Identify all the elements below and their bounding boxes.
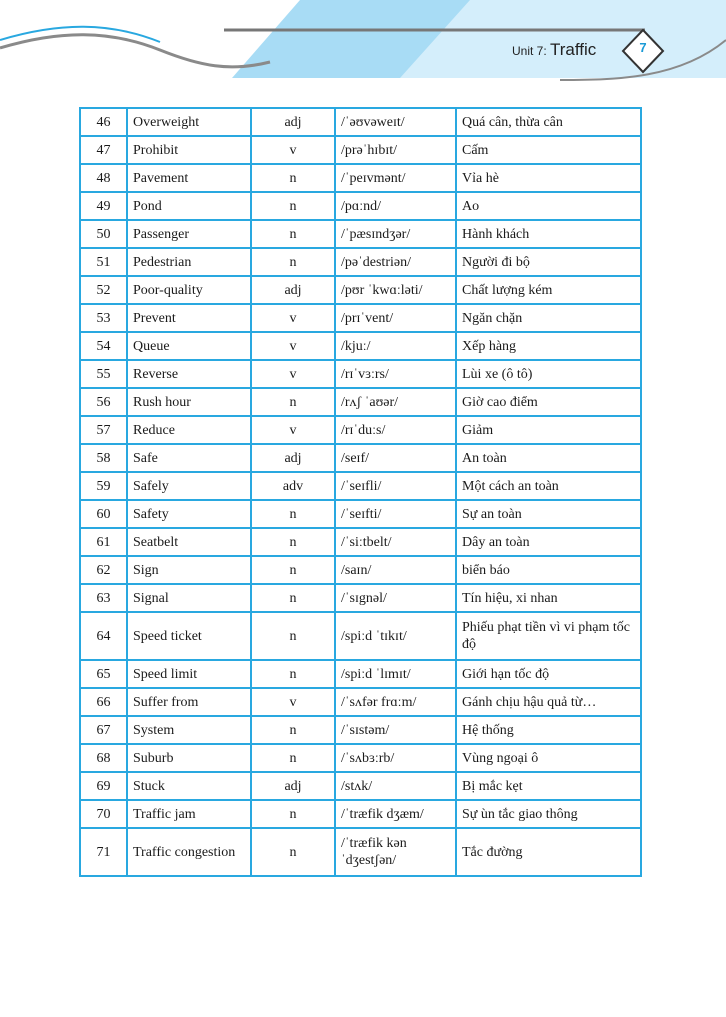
row-number: 50 (80, 220, 127, 248)
row-pronunciation: /ˈtræfik kənˈdʒestʃən/ (335, 828, 456, 876)
row-part-of-speech: adj (251, 108, 335, 136)
row-word: Safely (127, 472, 251, 500)
row-meaning: Bị mắc kẹt (456, 772, 641, 800)
row-word: Suburb (127, 744, 251, 772)
row-part-of-speech: n (251, 164, 335, 192)
row-pronunciation: /pɑːnd/ (335, 192, 456, 220)
row-number: 58 (80, 444, 127, 472)
row-word: System (127, 716, 251, 744)
row-pronunciation: /spiːd ˈtɪkɪt/ (335, 612, 456, 660)
row-word: Pavement (127, 164, 251, 192)
row-number: 59 (80, 472, 127, 500)
row-word: Sign (127, 556, 251, 584)
row-number: 52 (80, 276, 127, 304)
row-number: 70 (80, 800, 127, 828)
row-pronunciation: /ˈsɪstəm/ (335, 716, 456, 744)
row-word: Stuck (127, 772, 251, 800)
row-pronunciation: /pəˈdestriən/ (335, 248, 456, 276)
row-word: Pond (127, 192, 251, 220)
row-number: 55 (80, 360, 127, 388)
row-part-of-speech: n (251, 528, 335, 556)
row-number: 71 (80, 828, 127, 876)
row-meaning: Sự ùn tắc giao thông (456, 800, 641, 828)
row-meaning: Một cách an toàn (456, 472, 641, 500)
row-number: 46 (80, 108, 127, 136)
table-row (80, 472, 641, 500)
table-row (80, 556, 641, 584)
row-word: Pedestrian (127, 248, 251, 276)
row-pronunciation: /prɪˈvent/ (335, 304, 456, 332)
row-word: Signal (127, 584, 251, 612)
table-row (80, 388, 641, 416)
row-meaning: Giới hạn tốc độ (456, 660, 641, 688)
row-part-of-speech: v (251, 136, 335, 164)
row-word: Seatbelt (127, 528, 251, 556)
table-row (80, 108, 641, 136)
row-part-of-speech: v (251, 332, 335, 360)
row-meaning: Cấm (456, 136, 641, 164)
row-meaning: Xếp hàng (456, 332, 641, 360)
row-part-of-speech: n (251, 388, 335, 416)
row-meaning: Tín hiệu, xi nhan (456, 584, 641, 612)
row-pronunciation: /ˈsɪgnəl/ (335, 584, 456, 612)
row-part-of-speech: n (251, 612, 335, 660)
table-row (80, 828, 641, 876)
row-meaning: Lùi xe (ô tô) (456, 360, 641, 388)
row-pronunciation: /ˈsiːtbelt/ (335, 528, 456, 556)
row-number: 60 (80, 500, 127, 528)
row-meaning: Vỉa hè (456, 164, 641, 192)
row-number: 54 (80, 332, 127, 360)
row-part-of-speech: v (251, 360, 335, 388)
table-row (80, 192, 641, 220)
row-number: 62 (80, 556, 127, 584)
row-part-of-speech: n (251, 220, 335, 248)
row-pronunciation: /ˈtræfik dʒæm/ (335, 800, 456, 828)
row-pronunciation: /ˈpæsɪndʒər/ (335, 220, 456, 248)
header-decoration (0, 0, 726, 100)
row-number: 65 (80, 660, 127, 688)
row-meaning: Ao (456, 192, 641, 220)
row-meaning: Dây an toàn (456, 528, 641, 556)
table-row (80, 716, 641, 744)
row-pronunciation: /pʊr ˈkwɑːləti/ (335, 276, 456, 304)
table-row (80, 416, 641, 444)
row-part-of-speech: v (251, 416, 335, 444)
row-number: 51 (80, 248, 127, 276)
row-word: Safety (127, 500, 251, 528)
row-word: Queue (127, 332, 251, 360)
row-part-of-speech: n (251, 828, 335, 876)
row-part-of-speech: n (251, 584, 335, 612)
page-number: 7 (639, 40, 647, 55)
table-row (80, 744, 641, 772)
table-row (80, 584, 641, 612)
row-meaning: biển báo (456, 556, 641, 584)
row-number: 48 (80, 164, 127, 192)
row-part-of-speech: adj (251, 772, 335, 800)
unit-heading (512, 40, 596, 60)
row-pronunciation: /prəˈhɪbɪt/ (335, 136, 456, 164)
row-pronunciation: /ˈseɪfli/ (335, 472, 456, 500)
row-meaning: Giảm (456, 416, 641, 444)
row-part-of-speech: n (251, 248, 335, 276)
row-number: 49 (80, 192, 127, 220)
vocabulary-table (79, 107, 642, 877)
row-meaning: Vùng ngoại ô (456, 744, 641, 772)
row-part-of-speech: n (251, 660, 335, 688)
row-part-of-speech: adj (251, 276, 335, 304)
row-pronunciation: /ˈseɪfti/ (335, 500, 456, 528)
row-meaning: An toàn (456, 444, 641, 472)
row-meaning: Giờ cao điểm (456, 388, 641, 416)
row-word: Traffic congestion (127, 828, 251, 876)
table-row (80, 360, 641, 388)
row-part-of-speech: adj (251, 444, 335, 472)
row-number: 53 (80, 304, 127, 332)
table-row (80, 164, 641, 192)
row-pronunciation: /rʌʃ ˈaʊər/ (335, 388, 456, 416)
row-pronunciation: /stʌk/ (335, 772, 456, 800)
row-number: 63 (80, 584, 127, 612)
row-number: 64 (80, 612, 127, 660)
row-pronunciation: /ˈəʊvəweɪt/ (335, 108, 456, 136)
row-meaning: Gánh chịu hậu quả từ… (456, 688, 641, 716)
row-pronunciation: /ˈsʌfər frɑːm/ (335, 688, 456, 716)
row-word: Speed ticket (127, 612, 251, 660)
table-row (80, 248, 641, 276)
row-word: Safe (127, 444, 251, 472)
row-meaning: Sự an toàn (456, 500, 641, 528)
row-pronunciation: /seɪf/ (335, 444, 456, 472)
unit-title: Traffic (550, 40, 597, 59)
row-pronunciation: /rɪˈvɜːrs/ (335, 360, 456, 388)
row-word: Reduce (127, 416, 251, 444)
table-row (80, 136, 641, 164)
row-number: 56 (80, 388, 127, 416)
table-row (80, 304, 641, 332)
row-number: 66 (80, 688, 127, 716)
row-number: 61 (80, 528, 127, 556)
unit-prefix: Unit 7: (512, 44, 551, 58)
row-part-of-speech: adv (251, 472, 335, 500)
row-number: 57 (80, 416, 127, 444)
row-word: Rush hour (127, 388, 251, 416)
table-row (80, 688, 641, 716)
row-meaning: Quá cân, thừa cân (456, 108, 641, 136)
table-row (80, 500, 641, 528)
row-meaning: Phiếu phạt tiền vì vi phạm tốc độ (456, 612, 641, 660)
row-number: 69 (80, 772, 127, 800)
row-part-of-speech: v (251, 304, 335, 332)
table-row (80, 444, 641, 472)
table-row (80, 772, 641, 800)
row-part-of-speech: n (251, 500, 335, 528)
row-meaning: Ngăn chặn (456, 304, 641, 332)
row-meaning: Hành khách (456, 220, 641, 248)
row-meaning: Người đi bộ (456, 248, 641, 276)
row-word: Poor-quality (127, 276, 251, 304)
row-part-of-speech: n (251, 556, 335, 584)
table-row (80, 332, 641, 360)
row-part-of-speech: n (251, 800, 335, 828)
row-part-of-speech: n (251, 744, 335, 772)
row-part-of-speech: n (251, 192, 335, 220)
row-word: Prohibit (127, 136, 251, 164)
table-row (80, 660, 641, 688)
row-pronunciation: /spiːd ˈlɪmɪt/ (335, 660, 456, 688)
row-word: Prevent (127, 304, 251, 332)
row-word: Overweight (127, 108, 251, 136)
table-row (80, 220, 641, 248)
row-meaning: Tắc đường (456, 828, 641, 876)
row-word: Speed limit (127, 660, 251, 688)
table-row (80, 528, 641, 556)
row-pronunciation: /ˈsʌbɜːrb/ (335, 744, 456, 772)
row-part-of-speech: v (251, 688, 335, 716)
table-row (80, 276, 641, 304)
header-swoosh-curve (0, 35, 270, 67)
row-pronunciation: /ˈpeɪvmənt/ (335, 164, 456, 192)
row-meaning: Chất lượng kém (456, 276, 641, 304)
row-word: Suffer from (127, 688, 251, 716)
row-number: 47 (80, 136, 127, 164)
row-word: Reverse (127, 360, 251, 388)
row-pronunciation: /kjuː/ (335, 332, 456, 360)
row-part-of-speech: n (251, 716, 335, 744)
table-row (80, 800, 641, 828)
row-word: Traffic jam (127, 800, 251, 828)
row-word: Passenger (127, 220, 251, 248)
row-meaning: Hệ thống (456, 716, 641, 744)
table-row (80, 612, 641, 660)
row-number: 67 (80, 716, 127, 744)
row-number: 68 (80, 744, 127, 772)
row-pronunciation: /saɪn/ (335, 556, 456, 584)
row-pronunciation: /rɪˈduːs/ (335, 416, 456, 444)
